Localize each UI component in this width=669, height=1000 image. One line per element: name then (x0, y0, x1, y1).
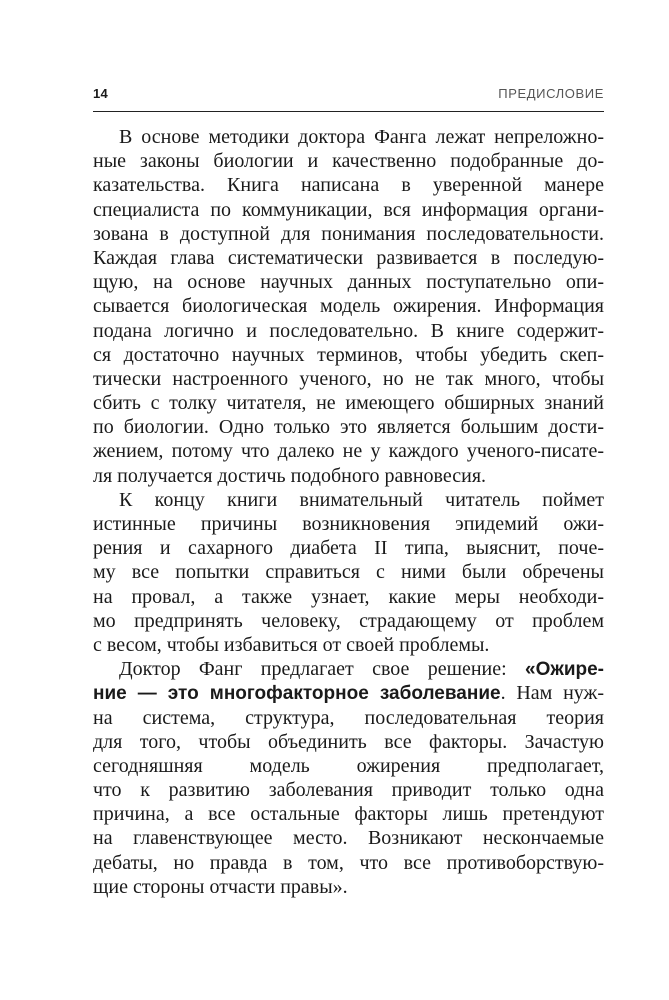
text-line: му все попытки справиться с ними были обречены (93, 561, 604, 584)
text-line: мо предпринять человеку, страдающему от проблем (93, 609, 604, 632)
text-line: ся достаточно научных терминов, чтобы убедить скеп- (93, 343, 604, 366)
text-line: щую, на основе научных данных поступательно опи- (93, 271, 604, 294)
text-line: дебаты, но правда в том, что все противоборствую- (93, 851, 604, 874)
text-line: сывается биологическая модель ожирения. Информация (93, 295, 604, 318)
paragraph-3 (93, 657, 604, 899)
text-line: причина, а все остальные факторы лишь претендуют (93, 803, 604, 826)
text-line: В основе методики доктора Фанга лежат непреложно- (119, 126, 604, 148)
text-line: жением, потому что далеко не у каждого ученого-писате- (93, 440, 604, 463)
text-line: истинные причины возникновения эпидемий ожи- (93, 513, 604, 535)
text-line: Каждая глава систематически развивается в последую- (93, 246, 604, 269)
text-line: щие стороны отчасти правы». (93, 875, 348, 898)
text-line-mixed (93, 657, 604, 681)
text-line: ные законы биологии и качественно подобранные до- (93, 150, 604, 173)
text-line: на провал, а также узнает, какие меры необходи- (93, 585, 604, 608)
body-text (93, 125, 604, 899)
page-number: 14 (93, 86, 109, 101)
bold-quote-phrase: ние — это многофакторное заболевание (93, 683, 501, 705)
text-line: с весом, чтобы избавиться от своей проблемы. (93, 633, 490, 656)
text-line: по биологии. Одно только это является большим дости- (93, 416, 604, 439)
bold-quote-start: «Ожире- (525, 659, 604, 681)
text-line: сегодняшняя модель ожирения предполагает, (93, 754, 604, 777)
text-line: тически настроенного ученого, но не так много, чтобы (93, 367, 604, 390)
running-head: ПРЕДИСЛОВИЕ (498, 86, 604, 101)
text-run: . Нам нуж- (500, 682, 604, 705)
text-line: рения и сахарного диабета II типа, выяснит, поче- (93, 537, 604, 560)
text-line: К концу книги внимательный читатель поймет (119, 488, 604, 511)
text-line: казательства. Книга написана в уверенной манере (93, 174, 604, 197)
text-line: зована в доступной для понимания последовательности. (93, 222, 604, 245)
text-line: что к развитию заболевания приводит только одна (93, 779, 604, 802)
text-line: для того, чтобы объединить все факторы. Зачастую (93, 730, 604, 753)
text-run: Доктор Фанг предлагает свое решение: (119, 658, 525, 681)
paragraph-2 (93, 488, 604, 657)
text-line: ля получается достичь подобного равновесия. (93, 464, 487, 487)
text-line-mixed (93, 681, 604, 705)
paragraph-1 (93, 125, 604, 488)
text-line: специалиста по коммуникации, вся информация органи- (93, 198, 604, 221)
text-line: сбить с толку читателя, не имеющего обширных знаний (93, 392, 604, 415)
page-header (93, 84, 604, 106)
text-line: на система, структура, последовательная теория (93, 706, 604, 729)
header-rule (93, 111, 604, 112)
text-line: подана логично и последовательно. В книге содержит- (93, 319, 604, 342)
text-line: на главенствующее место. Возникают нескончаемые (93, 827, 604, 850)
